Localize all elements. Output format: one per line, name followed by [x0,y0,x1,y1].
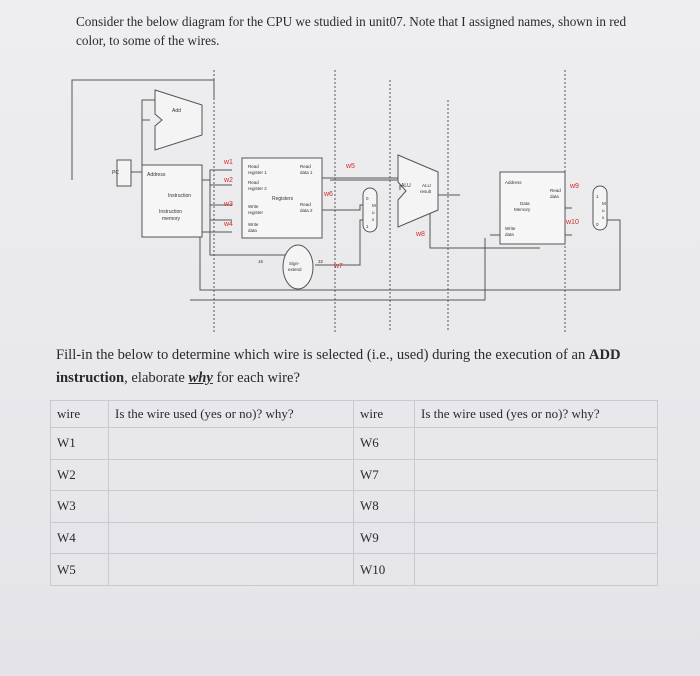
answer-cell-right[interactable] [415,554,658,586]
wire-name-right: W10 [354,554,415,586]
svg-text:Read: Read [248,180,259,185]
svg-text:Write: Write [248,222,259,227]
table-row [51,428,658,460]
svg-text:0: 0 [596,222,599,227]
wire-name-right: W8 [354,491,415,523]
question-prompt: Fill-in the below to determine which wire is selected (i.e., used) during the execution of an ADD instruction, elaborate why for each wire? [56,347,621,386]
wire-name-right: W9 [354,522,415,554]
svg-text:data: data [550,194,559,199]
cpu-datapath-diagram [60,60,640,332]
svg-text:Instruction: Instruction [159,209,183,215]
answer-cell-right[interactable] [415,459,658,491]
svg-text:1: 1 [366,224,369,229]
answer-cell-right[interactable] [415,428,658,460]
header-question-right: Is the wire used (yes or no)? why? [415,401,658,428]
svg-text:ALU: ALU [422,183,431,188]
svg-text:M: M [372,203,376,208]
svg-text:Write: Write [505,226,516,231]
wire-label-w1: w1 [224,159,233,166]
header-wire-right: wire [354,401,415,428]
svg-text:Read: Read [550,188,561,193]
table-row [51,491,658,523]
svg-text:32: 32 [318,259,324,264]
wire-name-left: W4 [51,522,109,554]
answer-cell-left[interactable] [109,428,354,460]
svg-text:ALU: ALU [401,183,411,189]
wire-name-left: W2 [51,459,109,491]
wire-label-w3: w3 [224,201,233,208]
answer-cell-left[interactable] [109,522,354,554]
svg-text:register 1: register 1 [248,170,267,175]
svg-text:PC: PC [112,170,119,176]
wire-usage-table [50,400,658,586]
svg-text:0: 0 [366,196,369,201]
wire-label-w5: w5 [346,163,355,170]
svg-text:M: M [602,201,606,206]
svg-text:result: result [420,189,432,194]
svg-text:data: data [248,228,257,233]
svg-text:memory: memory [162,216,181,222]
answer-cell-right[interactable] [415,522,658,554]
svg-text:Read: Read [300,202,311,207]
svg-text:register: register [248,210,264,215]
wire-name-left: W3 [51,491,109,523]
header-question-left: Is the wire used (yes or no)? why? [109,401,354,428]
svg-text:Instruction: Instruction [168,193,192,199]
header-wire-left: wire [51,401,109,428]
wire-name-left: W5 [51,554,109,586]
svg-text:1: 1 [596,194,599,199]
svg-text:extend: extend [288,267,302,272]
wire-label-w4: w4 [224,221,233,228]
svg-text:x: x [602,215,605,220]
wire-name-left: W1 [51,428,109,460]
wire-label-w6: w6 [324,191,333,198]
wire-label-w10: w10 [566,219,579,226]
svg-text:Sign-: Sign- [289,261,300,266]
svg-text:register 2: register 2 [248,186,267,191]
svg-text:data 2: data 2 [300,208,313,213]
svg-text:u: u [372,210,375,215]
answer-cell-left[interactable] [109,459,354,491]
table-row [51,459,658,491]
svg-text:x: x [372,217,375,222]
svg-text:Address: Address [147,172,166,178]
table-row [51,554,658,586]
svg-text:data 1: data 1 [300,170,313,175]
wire-label-w2: w2 [224,177,233,184]
answer-cell-left[interactable] [109,491,354,523]
alu-unit [398,155,438,227]
answer-cell-left[interactable] [109,554,354,586]
table-header-row [51,401,658,428]
answer-cell-right[interactable] [415,491,658,523]
table-row [51,522,658,554]
svg-text:Read: Read [300,164,311,169]
svg-text:Address: Address [505,180,522,185]
svg-text:data: data [505,232,514,237]
svg-text:Data: Data [520,201,530,206]
svg-text:Write: Write [248,204,259,209]
wire-label-w9: w9 [570,183,579,190]
wire-label-w8: w8 [416,231,425,238]
intro-text: Consider the below diagram for the CPU we studied in unit07. Note that I assigned names, shown in red color, to some of the wires. [76,14,627,48]
svg-text:Read: Read [248,164,259,169]
wire-label-w7: w7 [334,263,343,270]
wire-name-right: W7 [354,459,415,491]
svg-text:Memory: Memory [514,207,531,212]
svg-text:u: u [602,208,605,213]
svg-text:16: 16 [258,259,264,264]
svg-text:Registers: Registers [272,196,294,202]
svg-text:Add: Add [172,108,181,114]
wire-name-right: W6 [354,428,415,460]
